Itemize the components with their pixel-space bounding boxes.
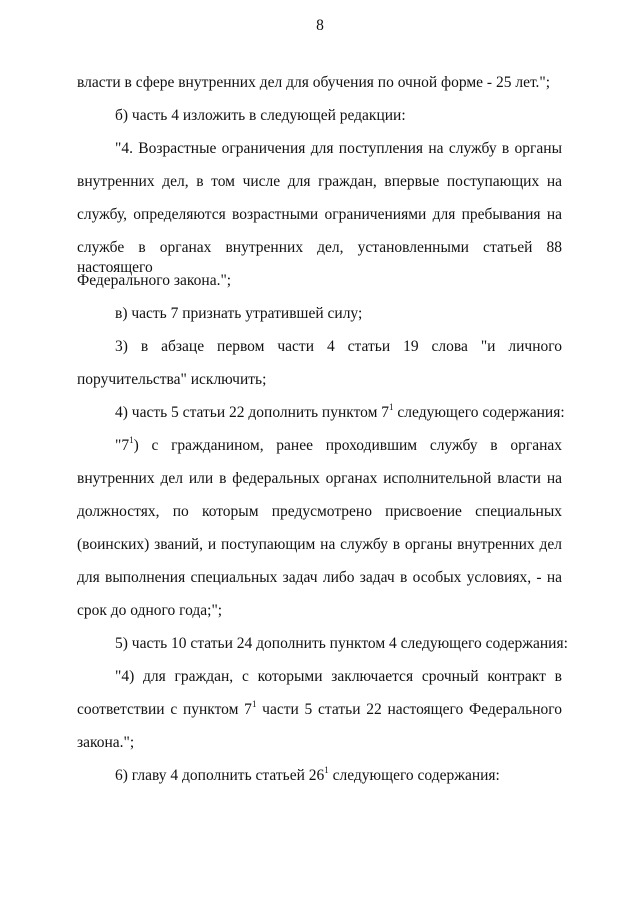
text-line: службе в органах внутренних дел, установленными статьей 88 настоящего xyxy=(77,239,562,276)
text-line: "4) для граждан, с которыми заключается срочный контракт в xyxy=(115,668,562,685)
text-line: (воинских) званий, и поступающим на службу в органы внутренних дел xyxy=(77,536,562,553)
text-line: "4. Возрастные ограничения для поступления на службу в органы xyxy=(115,140,562,157)
text-segment: 6) главу 4 дополнить статьей 26 xyxy=(115,767,325,784)
text-line: власти в сфере внутренних дел для обучения по очной форме - 25 лет."; xyxy=(77,74,551,91)
text-segment: соответствии с пунктом 7 xyxy=(77,701,252,718)
text-line: внутренних дел, в том числе для граждан, впервые поступающих на xyxy=(77,173,562,190)
text-line: 3) в абзаце первом части 4 статьи 19 слова "и личного xyxy=(115,338,562,355)
text-line: должностях, по которым предусмотрено присвоение специальных xyxy=(77,503,562,520)
text-segment: ) с гражданином, ранее проходившим службу в органах xyxy=(133,437,562,454)
superscript: 1 xyxy=(251,698,257,709)
text-line: для выполнения специальных задач либо задач в особых условиях, - на xyxy=(77,569,562,586)
text-segment: 4) часть 5 статьи 22 дополнить пунктом 7 xyxy=(115,404,390,421)
text-segment: "7 xyxy=(115,437,130,454)
text-line xyxy=(115,401,565,423)
text-line xyxy=(115,436,562,456)
text-line: в) часть 7 признать утратившей силу; xyxy=(115,305,363,322)
page-number: 8 xyxy=(316,17,324,34)
text-line: Федерального закона."; xyxy=(77,272,232,289)
superscript: 1 xyxy=(324,764,329,775)
text-line: б) часть 4 изложить в следующей редакции: xyxy=(115,107,406,124)
text-line: службу, определяются возрастными ограничениями для пребывания на xyxy=(77,206,562,223)
text-line: срок до одного года;"; xyxy=(77,602,223,619)
superscript: 1 xyxy=(129,434,134,445)
text-segment: части 5 статьи 22 настоящего Федерального xyxy=(256,701,562,718)
text-line: поручительства" исключить; xyxy=(77,371,267,388)
text-segment: следующего содержания: xyxy=(393,404,565,421)
superscript: 1 xyxy=(389,401,394,412)
text-line: 5) часть 10 статьи 24 дополнить пунктом 4 следующего содержания: xyxy=(115,635,568,652)
text-line: внутренних дел или в федеральных органах исполнительной власти на xyxy=(77,470,562,487)
text-line xyxy=(77,700,562,720)
text-line xyxy=(115,766,562,786)
text-segment: следующего содержания: xyxy=(328,767,500,784)
text-line: закона."; xyxy=(77,734,135,751)
